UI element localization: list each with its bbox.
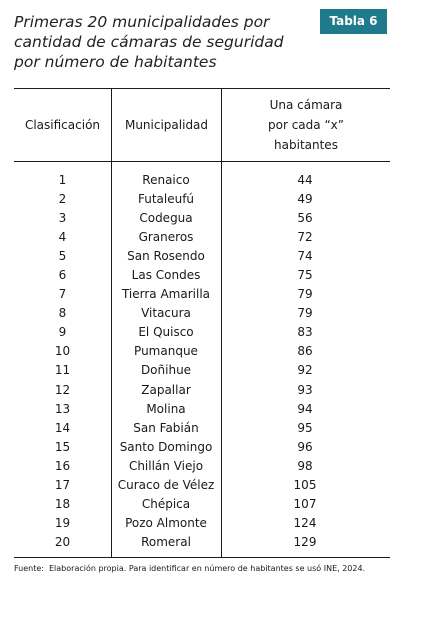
source-note [14, 563, 394, 574]
table-row [14, 438, 390, 457]
header-ratio-line-3: habitantes [274, 138, 338, 152]
table-row [14, 247, 390, 266]
table-row [14, 342, 390, 361]
rank-cell: 19 [54, 515, 71, 530]
source-label: Fuente: [14, 564, 44, 573]
ratio-cell: 74 [297, 249, 313, 264]
municipality-cell: Futaleufú [137, 192, 195, 207]
rank-cell: 10 [54, 344, 71, 359]
ratio-cell: 98 [297, 458, 313, 473]
ratio-cell: 79 [297, 306, 313, 321]
rank-cell: 15 [54, 439, 71, 454]
header-ratio-line-1: Una cámara [269, 98, 343, 112]
header-municipality [112, 89, 221, 161]
ratio-cell: 95 [297, 420, 313, 435]
ratio-cell: 72 [297, 230, 313, 245]
table-row [14, 323, 390, 342]
rank-cell: 20 [54, 534, 71, 549]
table-row [14, 285, 390, 304]
rank-cell: 14 [54, 420, 71, 435]
rank-cell: 17 [54, 477, 71, 492]
municipality-cell: El Quisco [138, 325, 194, 340]
ratio-cell: 75 [297, 268, 313, 283]
ratio-cell: 129 [293, 534, 317, 549]
ratio-cell: 49 [297, 192, 313, 207]
ratio-cell: 79 [297, 287, 313, 302]
ratio-cell: 94 [297, 401, 313, 416]
table-row [14, 171, 390, 190]
municipality-cell: San Fabián [133, 420, 199, 435]
table-header-rule [14, 161, 390, 162]
ratio-cell: 93 [297, 382, 313, 397]
municipality-cell: Renaico [142, 173, 190, 187]
table-row [14, 228, 390, 247]
municipality-cell: Codegua [139, 211, 193, 226]
table-row [14, 304, 390, 323]
table-row [14, 514, 390, 533]
table-row [14, 381, 390, 400]
ratio-cell: 92 [297, 363, 313, 378]
ratio-cell: 83 [297, 325, 313, 340]
rank-cell: 3 [58, 211, 67, 226]
ratio-cell: 105 [293, 477, 317, 492]
rank-cell: 7 [58, 287, 67, 302]
rank-cell: 16 [54, 458, 71, 473]
ratio-cell: 96 [297, 439, 313, 454]
municipality-cell: Pumanque [134, 344, 198, 359]
rank-cell: 5 [58, 249, 67, 264]
rank-cell: 1 [58, 173, 67, 187]
source-text: Elaboración propia. Para identificar en número de habitantes se usó INE, 2024. [49, 564, 366, 573]
table-row [14, 361, 390, 380]
rank-cell: 4 [58, 230, 67, 245]
ratio-cell: 124 [293, 515, 317, 530]
table-row [14, 266, 390, 285]
rank-cell: 8 [58, 306, 67, 321]
header-rank-label: Clasificación [24, 118, 101, 132]
municipality-cell: Romeral [141, 534, 191, 549]
table-row [14, 495, 390, 514]
table-row [14, 533, 390, 552]
header-ratio [222, 89, 390, 161]
ratio-cell: 44 [297, 173, 313, 187]
header-ratio-line-2: por cada “x” [268, 118, 344, 132]
municipality-cell: Vitacura [141, 306, 191, 321]
table-row [14, 190, 390, 209]
rank-cell: 2 [58, 192, 67, 207]
header-rank [14, 89, 111, 161]
ratio-cell: 56 [297, 211, 313, 226]
municipality-cell: Chillán Viejo [128, 458, 204, 473]
municipality-cell: Las Condes [131, 268, 201, 283]
rank-cell: 12 [54, 382, 71, 397]
table-title: Primeras 20 municipalidades por cantidad de cámaras de seguridad por número de habitantes [14, 13, 284, 71]
rank-cell: 6 [58, 268, 67, 283]
table-number-badge: Tabla 6 [320, 9, 387, 34]
municipality-cell: San Rosendo [127, 249, 205, 264]
ratio-cell: 107 [293, 496, 317, 511]
municipality-cell: Graneros [138, 230, 194, 245]
ratio-cell: 86 [297, 344, 313, 359]
table-row [14, 400, 390, 419]
municipality-cell: Doñihue [140, 363, 192, 378]
municipality-cell: Molina [146, 401, 186, 416]
table-row [14, 476, 390, 495]
table-bottom-rule [14, 557, 390, 558]
rank-cell: 9 [58, 325, 67, 340]
table-body [14, 171, 390, 552]
rank-cell: 18 [54, 496, 71, 511]
table-row [14, 419, 390, 438]
table-row [14, 457, 390, 476]
municipality-cell: Curaco de Vélez [117, 477, 215, 492]
rank-cell: 13 [54, 401, 71, 416]
municipality-cell: Zapallar [141, 382, 191, 397]
rank-cell: 11 [54, 363, 71, 378]
municipality-cell: Pozo Almonte [125, 515, 207, 530]
municipality-cell: Chépica [141, 496, 191, 511]
header-municipality-label: Municipalidad [124, 118, 209, 132]
municipality-cell: Tierra Amarilla [121, 287, 211, 302]
municipality-cell: Santo Domingo [119, 439, 213, 454]
table-row [14, 209, 390, 228]
